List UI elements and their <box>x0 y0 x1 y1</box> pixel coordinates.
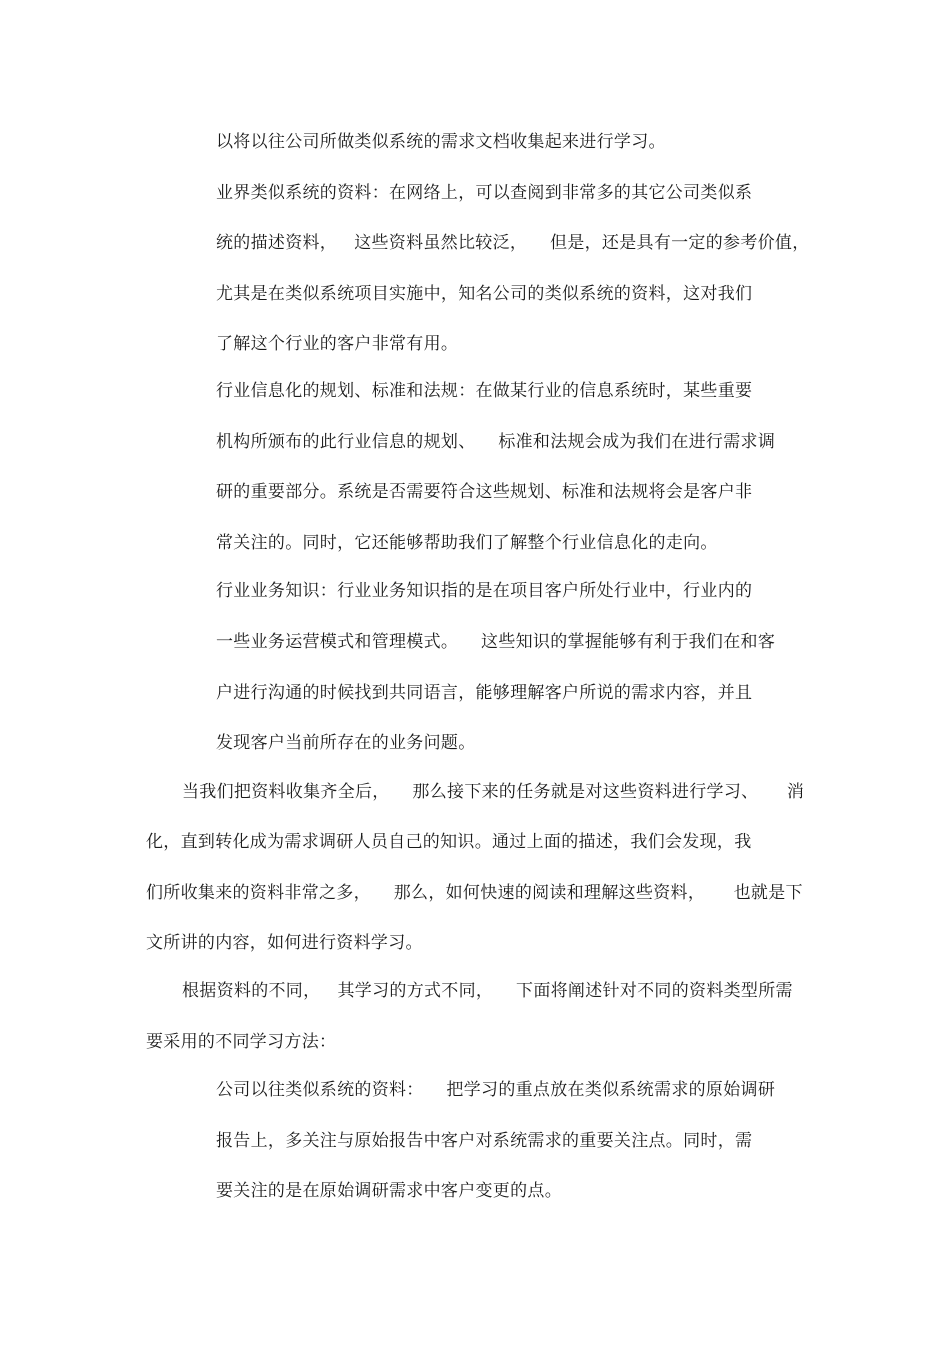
text-line: 业界类似系统的资料：在网络上，可以查阅到非常多的其它公司类似系 <box>216 183 753 203</box>
text-line: 研的重要部分。系统是否需要符合这些规划、标准和法规将会是客户非 <box>216 482 753 502</box>
text-line: 们所收集来的资料非常之多， 那么，如何快速的阅读和理解这些资料， 也就是下 <box>146 883 803 903</box>
text-line: 文所讲的内容，如何进行资料学习。 <box>146 933 423 953</box>
text-line: 根据资料的不同， 其学习的方式不同， 下面将阐述针对不同的资料类型所需 <box>182 981 793 1001</box>
text-line: 尤其是在类似系统项目实施中，知名公司的类似系统的资料，这对我们 <box>216 284 753 304</box>
text-line: 机构所颁布的此行业信息的规划、 标准和法规会成为我们在进行需求调 <box>216 432 776 452</box>
text-line: 统的描述资料， 这些资料虽然比较泛， 但是，还是具有一定的参考价值， <box>216 233 810 253</box>
text-line: 行业信息化的规划、标准和法规：在做某行业的信息系统时，某些重要 <box>216 381 753 401</box>
text-line: 当我们把资料收集齐全后， 那么接下来的任务就是对这些资料进行学习、 消 <box>182 782 805 802</box>
text-line: 了解这个行业的客户非常有用。 <box>216 334 459 354</box>
text-line: 要关注的是在原始调研需求中客户变更的点。 <box>216 1181 562 1201</box>
text-line: 公司以往类似系统的资料： 把学习的重点放在类似系统需求的原始调研 <box>216 1080 776 1100</box>
text-line: 户进行沟通的时候找到共同语言，能够理解客户所说的需求内容，并且 <box>216 683 753 703</box>
text-line: 化，直到转化成为需求调研人员自己的知识。通过上面的描述，我们会发现，我 <box>146 832 752 852</box>
text-line: 报告上，多关注与原始报告中客户对系统需求的重要关注点。同时，需 <box>216 1131 753 1151</box>
text-line: 常关注的。同时，它还能够帮助我们了解整个行业信息化的走向。 <box>216 533 718 553</box>
text-line: 要采用的不同学习方法： <box>146 1032 337 1052</box>
text-line: 以将以往公司所做类似系统的需求文档收集起来进行学习。 <box>216 132 666 152</box>
text-line: 一些业务运营模式和管理模式。 这些知识的掌握能够有利于我们在和客 <box>216 632 776 652</box>
text-line: 行业业务知识：行业业务知识指的是在项目客户所处行业中，行业内的 <box>216 581 753 601</box>
text-line: 发现客户当前所存在的业务问题。 <box>216 733 476 753</box>
